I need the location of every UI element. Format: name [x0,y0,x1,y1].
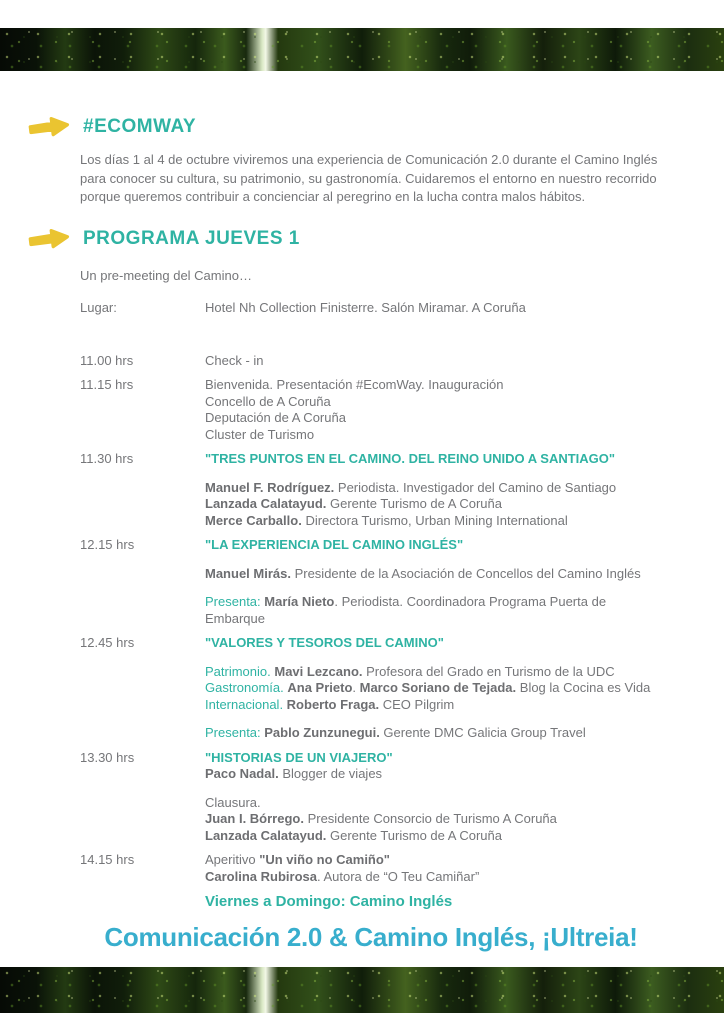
text-segment: Juan I. Bórrego. [205,811,304,826]
schedule-line [205,680,662,697]
schedule-line [205,664,662,681]
schedule-time: 13.30 hrs [80,749,135,765]
text-segment: "Un viño no Camiño" [259,852,390,867]
schedule-row [80,353,662,370]
schedule-line [205,725,662,742]
schedule-line [205,377,662,394]
text-segment: Mavi Lezcano. [274,663,363,679]
schedule-desc [205,451,662,529]
schedule-desc [205,353,662,370]
text-segment: . Periodista. Coordinadora Programa Puerta de [334,594,607,609]
schedule-row [80,537,662,627]
text-segment: María Nieto [264,594,335,609]
schedule-time: 12.45 hrs [80,635,135,650]
text-segment: Lanzada Calatayud. [205,827,327,843]
text-segment: Gastronomía. [205,680,288,695]
schedule-line [205,537,662,554]
text-segment: Clausura. [205,794,261,810]
schedule-line [205,554,662,566]
text-segment: Gerente DMC Galicia Group Travel [379,725,586,740]
text-segment: Presidente de la Asociación de Concellos del Camino Inglés [290,565,641,581]
text-segment: "LA EXPERIENCIA DEL CAMINO INGLÉS" [205,537,464,552]
location-row [80,300,662,317]
text-segment: Gerente Turismo de A Coruña [326,827,502,843]
schedule-line [205,869,662,886]
schedule-time: 12.15 hrs [80,537,135,552]
text-segment: Presenta: [205,594,265,609]
schedule-line [205,652,662,664]
schedule-desc [205,377,662,443]
arrow-right-icon [27,224,72,253]
schedule-line [205,468,662,480]
schedule-line [205,713,662,725]
ecomway-heading: #ECOMWAY [83,116,197,137]
schedule-line [205,451,662,468]
schedule-desc [205,852,662,885]
schedule-time: 11.30 hrs [80,451,134,466]
text-segment: Internacional. [205,696,287,712]
section-header-program [28,227,662,251]
forest-photo-bottom [0,967,724,1013]
schedule-time: 11.15 hrs [80,377,134,392]
schedule-row [80,750,662,845]
text-segment: "HISTORIAS DE UN VIAJERO" [205,749,393,765]
text-segment: Lanzada Calatayud. [205,496,327,511]
schedule-line [205,766,662,783]
schedule-line [205,750,662,767]
section-header-ecomway [28,115,662,139]
text-segment: Blog la Cocina es Vida [516,680,651,695]
schedule-line [205,783,662,795]
flyer-content [0,115,724,953]
arrow-right-icon [27,113,72,142]
schedule-line [205,611,662,628]
schedule-desc [205,537,662,627]
text-segment: Manuel F. Rodríguez. [205,479,335,495]
schedule-line [205,594,662,611]
text-segment: Presenta: [205,725,265,740]
text-segment: Pablo Zunzunegui. [264,725,380,740]
text-segment: Profesora del Grado en Turismo de la UDC [362,663,615,679]
text-segment: Patrimonio. [205,663,275,679]
schedule-line [205,635,662,652]
text-segment: Carolina Rubirosa [205,868,317,884]
text-segment: Blogger de viajes [278,766,383,781]
schedule-row [80,635,662,742]
schedule-line [205,513,662,530]
premeeting-text: Un pre-meeting del Camino… [80,267,252,283]
schedule-time: 14.15 hrs [80,852,135,867]
text-segment: CEO Pilgrim [379,696,455,712]
text-segment: Gerente Turismo de A Coruña [326,496,502,511]
text-segment: Cluster de Turismo [205,426,315,442]
schedule-line [205,427,662,444]
location-label: Lugar: [80,300,117,315]
schedule-line [205,811,662,828]
main-headline: Comunicación 2.0 & Camino Inglés, ¡Ultreia! [104,922,638,952]
schedule-line [205,795,662,812]
location-value: Hotel Nh Collection Finisterre. Salón Miramar. A Coruña [205,300,526,315]
schedule-row [80,377,662,443]
intro-paragraph: Los días 1 al 4 de octubre viviremos una experiencia de Comunicación 2.0 durante el Camino Inglés para conocer su cultura, su patrimonio, su gastronomía. Cuidaremos el entorno en nuestro recorrido porque queremos contribuir a concienciar al peregrino en la lucha contra malos hábitos. [80,152,658,204]
text-segment: Aperitivo [205,852,260,867]
text-segment: Roberto Fraga. [286,696,380,712]
schedule-row [80,451,662,529]
text-segment: . [352,680,360,695]
text-segment: "TRES PUNTOS EN EL CAMINO. DEL REINO UNIDO A SANTIAGO" [205,451,616,466]
schedule-line [205,566,662,583]
text-segment: Paco Nadal. [205,766,279,781]
schedule-line [205,394,662,411]
schedule-line [205,582,662,594]
text-segment: Periodista. Investigador del Camino de Santiago [334,479,617,495]
text-segment: Presidente Consorcio de Turismo A Coruña [303,811,557,826]
text-segment: Directora Turismo, Urban Mining International [301,512,568,528]
schedule-line [205,353,662,370]
text-segment: Manuel Mirás. [205,565,291,581]
schedule-line [205,410,662,427]
text-segment: . Autora de “O Teu Camiñar” [316,868,480,884]
forest-photo-top [0,28,724,71]
schedule-row [80,852,662,885]
text-segment: Concello de A Coruña [205,393,331,409]
text-segment: Bienvenida. Presentación #EcomWay. Inauguración [205,377,504,392]
text-segment: Embarque [205,610,265,626]
text-segment: Ana Prieto [287,680,353,695]
text-segment: Marco Soriano de Tejada. [359,680,517,695]
schedule-desc [205,750,662,845]
schedule-desc [205,635,662,742]
text-segment: Check - in [205,352,264,368]
text-segment: "VALORES Y TESOROS DEL CAMINO" [205,635,444,650]
weekend-title: Viernes a Domingo: Camino Inglés [205,893,453,910]
text-segment: Merce Carballo. [205,512,302,528]
schedule-line [205,828,662,845]
schedule-line [205,480,662,497]
schedule-line [205,496,662,513]
schedule-line [205,697,662,714]
schedule [80,353,662,886]
program-heading: PROGRAMA JUEVES 1 [83,227,300,249]
schedule-line [205,852,662,869]
text-segment: Deputación de A Coruña [205,410,346,425]
schedule-time: 11.00 hrs [80,352,134,368]
